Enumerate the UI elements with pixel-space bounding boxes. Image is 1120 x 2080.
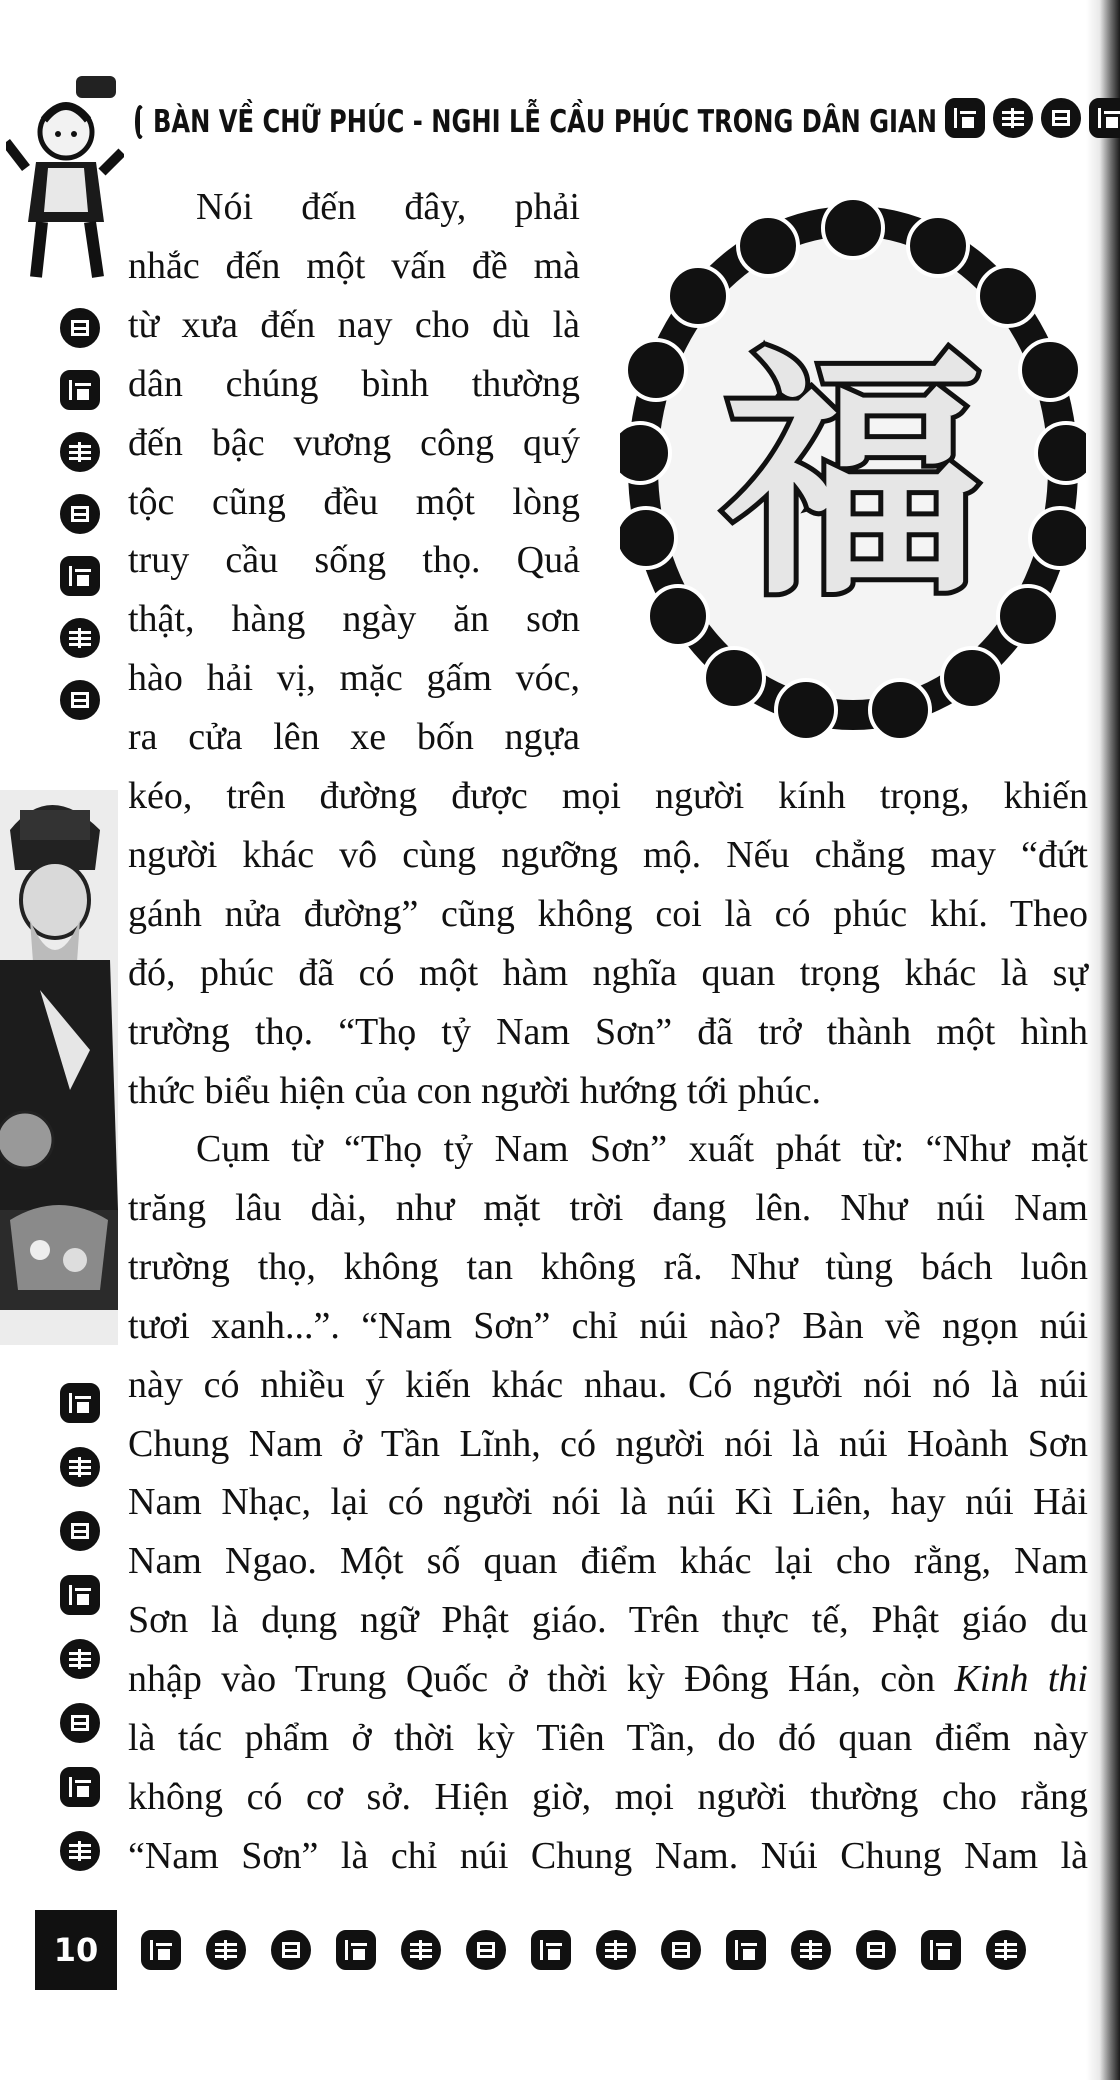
tho-seal-icon	[60, 1639, 100, 1679]
left-ornament-column-bottom	[60, 1383, 100, 1871]
phuc-seal-icon	[726, 1930, 766, 1970]
tho-seal-icon	[401, 1930, 441, 1970]
tho-seal-icon	[60, 618, 100, 658]
text-line: tươi xanh...”. “Nam Sơn” chỉ núi nào? Bàn về ngọn núi	[128, 1304, 1088, 1347]
text-line: Chung Nam ở Tần Lĩnh, có người nói là núi Hoành Sơn	[128, 1422, 1088, 1465]
text-line: đó, phúc đã có một hàm nghĩa quan trọng khác là sự	[128, 951, 1088, 994]
tho-seal-icon	[596, 1930, 636, 1970]
text-line: hào hải vị, mặc gấm vóc,	[128, 657, 580, 700]
shou-seal-icon	[60, 680, 100, 720]
tho-seal-icon	[206, 1930, 246, 1970]
paragraph-2	[128, 1120, 1088, 1886]
header-swirl-icon	[135, 105, 145, 139]
text-line: không có cơ sở. Hiện giờ, mọi người thường cho rằng	[128, 1775, 1088, 1818]
tho-seal-icon	[993, 98, 1033, 138]
longevity-god-illustration	[0, 790, 118, 1345]
page-edge-shadow	[1086, 0, 1120, 2080]
text-line: thật, hàng ngày ăn sơn	[128, 598, 580, 641]
text-line: kéo, trên đường được mọi người kính trọng, khiến	[128, 775, 1088, 818]
text-line: trường thọ, không tan không rã. Như tùng bách luôn	[128, 1245, 1088, 1288]
text-line: người khác vô cùng ngưỡng mộ. Nếu chẳng may “đứt	[128, 833, 1088, 876]
text-line: thức biểu hiện của con người hướng tới phúc.	[128, 1069, 821, 1112]
running-header	[135, 92, 938, 152]
text-line: nhập vào Trung Quốc ở thời kỳ Đông Hán, còn Kinh thi	[128, 1658, 1088, 1701]
text-line: là tác phẩm ở thời kỳ Tiên Tần, do đó quan điểm này	[128, 1717, 1088, 1760]
text-line: Nam Nhạc, lại có người nói là núi Kì Liên, hay núi Hải	[128, 1481, 1088, 1524]
shou-seal-icon	[60, 1511, 100, 1551]
text-line: truy cầu sống thọ. Quả	[128, 539, 580, 582]
text-line: tộc cũng đều một lòng	[128, 480, 580, 523]
shou-seal-icon	[466, 1930, 506, 1970]
tho-seal-icon	[60, 432, 100, 472]
text-line: nhắc đến một vấn đề mà	[128, 244, 580, 287]
shou-seal-icon	[661, 1930, 701, 1970]
text-line: trăng lâu dài, như mặt trời đang lên. Như núi Nam	[128, 1186, 1088, 1229]
text-line: “Nam Sơn” là chỉ núi Chung Nam. Núi Chung Nam là	[128, 1834, 1088, 1877]
phuc-seal-icon	[531, 1930, 571, 1970]
phuc-seal-icon	[1089, 98, 1120, 138]
text-line: Sơn là dụng ngữ Phật giáo. Trên thực tế, Phật giáo du	[128, 1599, 1088, 1642]
shou-seal-icon	[60, 1703, 100, 1743]
phuc-seal-icon	[945, 98, 985, 138]
shou-seal-icon	[271, 1930, 311, 1970]
phuc-seal-icon	[60, 370, 100, 410]
phuc-seal-icon	[60, 1575, 100, 1615]
tho-seal-icon	[60, 1831, 100, 1871]
text-line: Nam Ngao. Một số quan điểm khác lại cho rằng, Nam	[128, 1540, 1088, 1583]
shou-seal-icon	[1041, 98, 1081, 138]
text-line: từ xưa đến nay cho dù là	[128, 303, 580, 346]
tho-seal-icon	[791, 1930, 831, 1970]
header-title: BÀN VỀ CHỮ PHÚC - NGHI LỄ CẦU PHÚC TRONG DÂN GIAN	[153, 104, 938, 140]
phuc-seal-icon	[336, 1930, 376, 1970]
book-title-kinh-thi: Kinh thi	[954, 1658, 1088, 1701]
text-line: Nói đến đây, phải	[196, 186, 580, 228]
phuc-seal-icon	[60, 1767, 100, 1807]
tho-seal-icon	[60, 1447, 100, 1487]
tho-seal-icon	[986, 1930, 1026, 1970]
phuc-seal-icon	[141, 1930, 181, 1970]
paragraph-1	[128, 178, 1088, 1121]
text-line: dân chúng bình thường	[128, 362, 580, 405]
page-number: 10	[35, 1910, 117, 1990]
child-figure-illustration	[6, 72, 124, 282]
shou-seal-icon	[60, 308, 100, 348]
text-line: Cụm từ “Thọ tỷ Nam Sơn” xuất phát từ: “Như mặt	[196, 1128, 1088, 1170]
phuc-seal-icon	[60, 556, 100, 596]
phuc-seal-icon	[921, 1930, 961, 1970]
text-line: gánh nửa đường” cũng không coi là có phúc khí. Theo	[128, 892, 1088, 935]
header-ornaments	[945, 98, 1120, 138]
phuc-character: 福	[723, 325, 983, 630]
text-line: trường thọ. “Thọ tỷ Nam Sơn” đã trở thành một hình	[128, 1010, 1088, 1053]
phuc-seal-icon	[60, 1383, 100, 1423]
left-ornament-column-top	[60, 308, 100, 720]
text-line: ra cửa lên xe bốn ngựa	[128, 716, 580, 759]
shou-seal-icon	[60, 494, 100, 534]
footer-ornament-row	[141, 1930, 1026, 1970]
text-line: đến bậc vương công quý	[128, 421, 580, 464]
page-footer	[35, 1910, 1080, 1990]
text-line: này có nhiều ý kiến khác nhau. Có người nói nó là núi	[128, 1363, 1088, 1406]
shou-seal-icon	[856, 1930, 896, 1970]
